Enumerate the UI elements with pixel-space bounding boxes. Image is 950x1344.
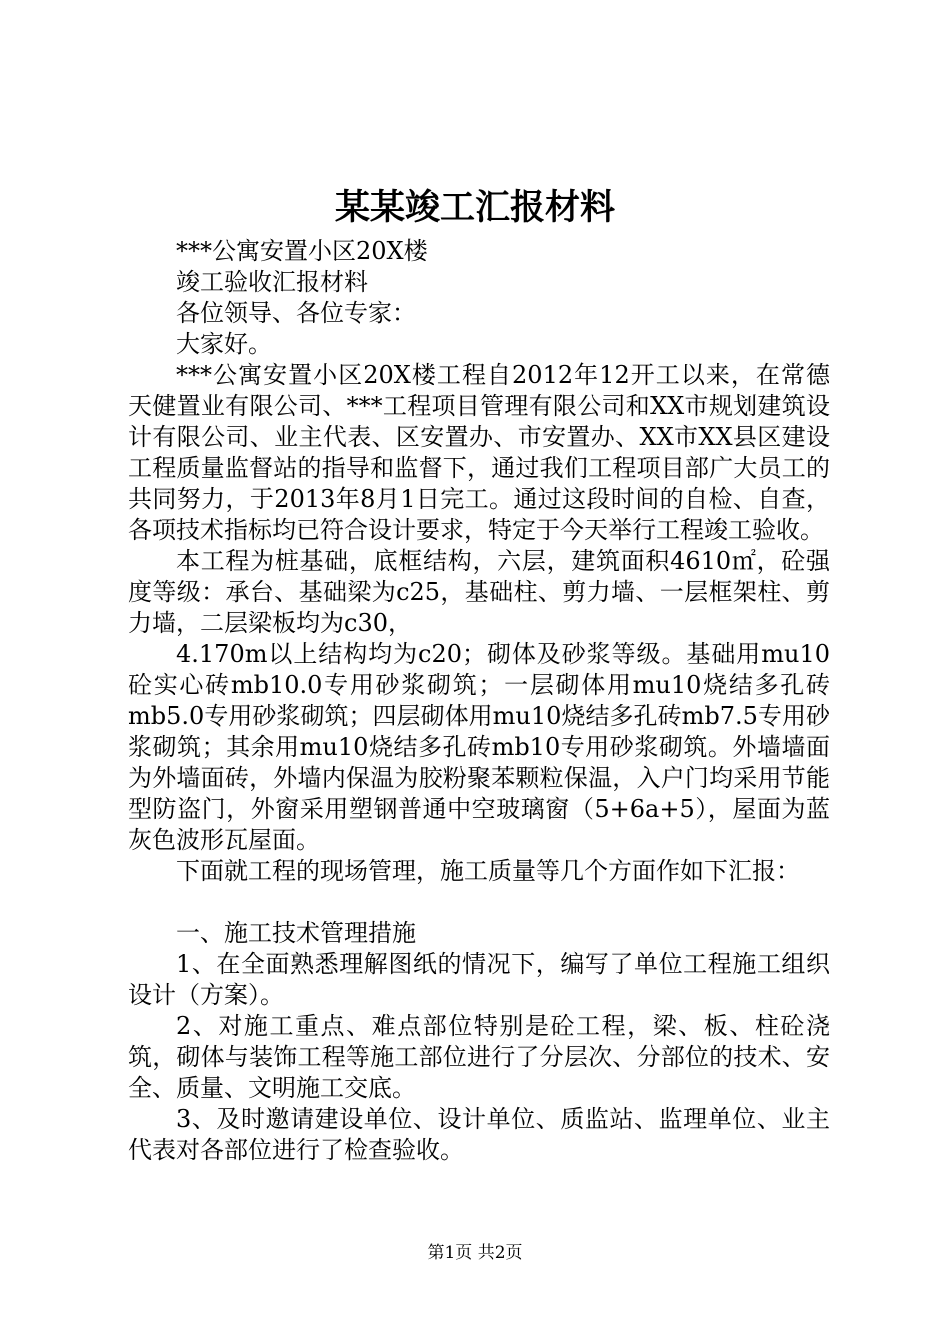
greeting-line: 大家好。 <box>176 330 272 358</box>
salutation-line: 各位领导、各位专家： <box>176 299 416 327</box>
document-body <box>128 236 830 1166</box>
list-item: 3、及时邀请建设单位、设计单位、质监站、监理单位、业主代表对各部位进行了检查验收。 <box>128 1105 830 1164</box>
list-item: 2、对施工重点、难点部位特别是砼工程，梁、板、柱砼浇筑，砌体与装饰工程等施工部位进行了分层次、分部位的技术、安全、质量、文明施工交底。 <box>128 1012 830 1102</box>
project-name-line: ***公寓安置小区20X楼 <box>176 237 428 265</box>
intro-paragraph: ***公寓安置小区20X楼工程自2012年12开工以来，在常德天健置业有限公司、***工程项目管理有限公司和XX市规划建筑设计有限公司、业主代表、区安置办、市安置办、XX市XX县区建设工程质量监督站的指导和监督下，通过我们工程项目部广大员工的共同努力，于2013年8月1日完工。通过这段时间的自检、自查，各项技术指标均已符合设计要求，特定于今天举行工程竣工验收。 <box>128 361 830 544</box>
section-heading: 一、施工技术管理措施 <box>176 919 416 947</box>
document-title: 某某竣工汇报材料 <box>334 187 615 228</box>
structure-paragraph: 本工程为桩基础，底框结构，六层，建筑面积4610㎡，砼强度等级：承台、基础梁为c25，基础柱、剪力墙、一层框架柱、剪力墙，二层梁板均为c30， <box>128 547 830 637</box>
list-item: 1、在全面熟悉理解图纸的情况下，编写了单位工程施工组织设计（方案）。 <box>128 950 830 1009</box>
report-lead-paragraph: 下面就工程的现场管理，施工质量等几个方面作如下汇报： <box>176 857 800 885</box>
masonry-paragraph: 4.170m以上结构均为c20；砌体及砂浆等级。基础用mu10砼实心砖mb10.0专用砂浆砌筑；一层砌体用mu10烧结多孔砖mb5.0专用砂浆砌筑；四层砌体用mu10烧结多孔砖mb7.5专用砂浆砌筑；其余用mu10烧结多孔砖mb10专用砂浆砌筑。外墙墙面为外墙面砖，外墙内保温为胶粉聚苯颗粒保温，入户门均采用节能型防盗门，外窗采用塑钢普通中空玻璃窗（5+6a+5），屋面为蓝灰色波形瓦屋面。 <box>128 640 830 854</box>
page-footer: 第1页 共2页 <box>427 1243 523 1263</box>
report-subtitle-line: 竣工验收汇报材料 <box>176 268 368 296</box>
